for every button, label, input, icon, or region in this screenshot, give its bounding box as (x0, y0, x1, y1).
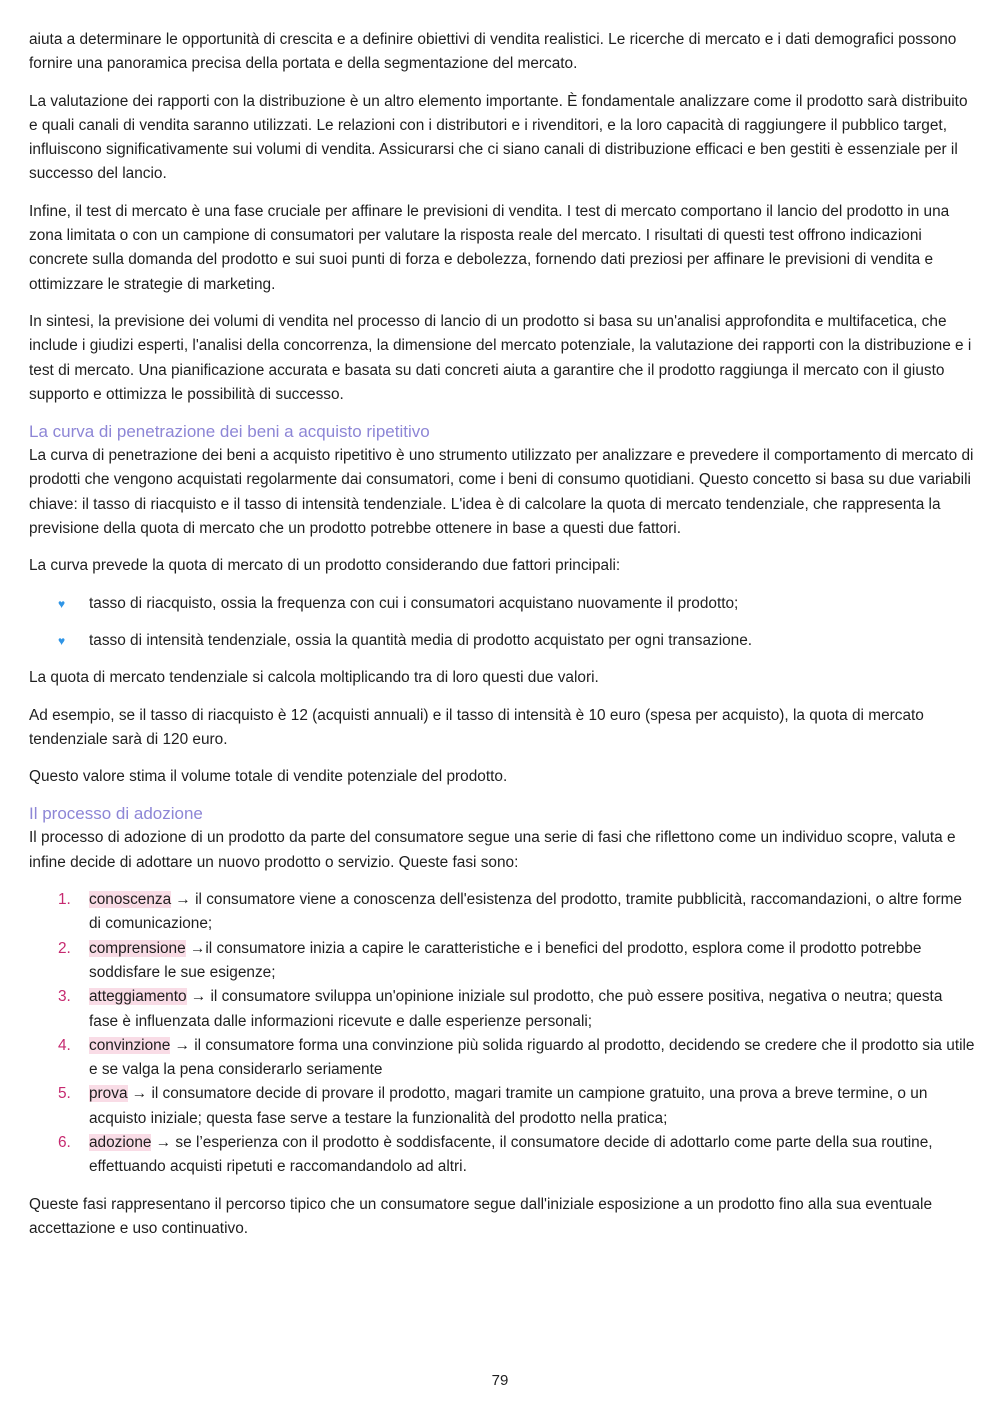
step-description: → il consumatore viene a conoscenza dell'esistenza del prodotto, tramite pubblicità, raccomandazioni, o altre forme di comunicazione; (89, 891, 962, 933)
body-paragraph: aiuta a determinare le opportunità di crescita e a definire obiettivi di vendita realistici. Le ricerche di mercato e i dati demografici possono fornire una panoramica precisa della portata e della segmentazione del mercato. (29, 31, 957, 73)
step-description: →il consumatore inizia a capire le caratteristiche e i benefici del prodotto, esplora come il prodotto potrebbe soddisfare le sue esigenze; (89, 939, 922, 981)
body-paragraph: La curva prevede la quota di mercato di un prodotto considerando due fattori principali: (29, 557, 621, 575)
step-number: 2. (58, 939, 71, 957)
list-item-text: tasso di intensità tendenziale, ossia la quantità media di prodotto acquistato per ogni transazione. (89, 631, 753, 649)
body-paragraph: La quota di mercato tendenziale si calcola moltiplicando tra di loro questi due valori. (29, 669, 599, 687)
list-item (29, 592, 975, 616)
heart-bullet-icon: ♥ (58, 633, 66, 648)
adoption-step (29, 1082, 975, 1131)
list-item (29, 629, 975, 653)
step-description: → il consumatore sviluppa un'opinione iniziale sul prodotto, che può essere positiva, negativa o neutra; questa fase è influenzata dalle informazioni ricevute e dalle esperienze personali; (89, 988, 943, 1030)
section-heading-penetration-curve: La curva di penetrazione dei beni a acquisto ripetitivo (29, 422, 430, 442)
step-term: convinzione (89, 1036, 171, 1054)
step-number: 6. (58, 1133, 71, 1151)
heart-bullet-icon: ♥ (58, 596, 66, 611)
section-intro: Il processo di adozione di un prodotto da parte del consumatore segue una serie di fasi che riflettono come un individuo scopre, valuta e infine decide di adottare un nuovo prodotto o servizio. Queste fasi sono: (29, 829, 956, 871)
closing-paragraph: Queste fasi rappresentano il percorso tipico che un consumatore segue dall'iniziale esposizione a un prodotto fino alla sua eventuale accettazione e uso continuativo. (29, 1195, 932, 1237)
step-number: 3. (58, 988, 71, 1006)
step-description: → il consumatore forma una convinzione più solida riguardo al prodotto, decidendo se credere che il prodotto sia utile e se valga la pena considerarlo seriamente (89, 1036, 975, 1079)
body-paragraph: La valutazione dei rapporti con la distribuzione è un altro elemento importante. È fondamentale analizzare come il prodotto sarà distribuito e quali canali di vendita saranno utilizzati. Le relazioni con i distributori e i rivenditori, e la loro capacità di raggiungere il pubblico target, influiscono significativamente sui volumi di vendita. Assicurarsi che ci siano canali di distribuzione efficaci e ben gestiti è essenziale per il successo del lancio. (29, 92, 968, 183)
section-intro: La curva di penetrazione dei beni a acquisto ripetitivo è uno strumento utilizzato per analizzare e prevedere il comportamento di mercato di prodotti che vengono acquistati regolarmente dai consumatori, come i beni di consumo quotidiani. Questo concetto si basa su due variabili chiave: il tasso di riacquisto e il tasso di intensità tendenziale. L'idea è di calcolare la quota di mercato tendenziale, che rappresenta la previsione della quota di mercato che un prodotto potrebbe ottenere in base a questi due fattori. (29, 447, 974, 538)
step-term: comprensione (89, 939, 186, 957)
step-number: 1. (58, 891, 71, 909)
adoption-step (29, 985, 975, 1034)
adoption-step (29, 1131, 975, 1180)
adoption-step (29, 937, 975, 986)
body-paragraph: In sintesi, la previsione dei volumi di vendita nel processo di lancio di un prodotto si basa su un'analisi approfondita e multifacetica, che include i giudizi esperti, l'analisi della concorrenza, la dimensione del mercato potenziale, la valutazione dei rapporti con la distribuzione e i test di mercato. Una pianificazione accurata e basata su dati concreti aiuta a garantire che il prodotto raggiunga il mercato con il giusto supporto e ottimizza le possibilità di successo. (29, 312, 972, 403)
step-description: → il consumatore decide di provare il prodotto, magari tramite un campione gratuito, una prova a breve termine, o un acquisto iniziale; questa fase serve a testare la funzionalità del prodotto nella pratica; (89, 1085, 928, 1127)
step-term: adozione (89, 1133, 152, 1151)
step-number: 4. (58, 1036, 71, 1054)
step-term: atteggiamento (89, 988, 187, 1006)
body-paragraph: Ad esempio, se il tasso di riacquisto è 12 (acquisti annuali) e il tasso di intensità è 10 euro (spesa per acquisto), la quota di mercato tendenziale sarà di 120 euro. (29, 706, 924, 748)
adoption-step (29, 1034, 975, 1083)
step-term: prova (89, 1085, 128, 1103)
step-term: conoscenza (89, 891, 172, 909)
adoption-steps-list (29, 888, 975, 1180)
factor-list (29, 592, 975, 654)
adoption-step (29, 888, 975, 937)
step-description: → se l’esperienza con il prodotto è soddisfacente, il consumatore decide di adottarlo come parte della sua routine, effettuando acquisti ripetuti e raccomandandolo ad altri. (89, 1133, 933, 1176)
page-content (29, 28, 975, 1254)
page-number: 79 (491, 1372, 509, 1389)
section-heading-adoption-process: Il processo di adozione (29, 804, 203, 824)
body-paragraph: Questo valore stima il volume totale di vendite potenziale del prodotto. (29, 768, 508, 786)
body-paragraph: Infine, il test di mercato è una fase cruciale per affinare le previsioni di vendita. I test di mercato comportano il lancio del prodotto in una zona limitata o con un campione di consumatori per valutare la risposta reale del mercato. I risultati di questi test offrono indicazioni concrete sulla domanda del prodotto e sui suoi punti di forza e debolezza, fornendo dati preziosi per affinare le previsioni di vendita e ottimizzare le strategie di marketing. (29, 202, 950, 293)
list-item-text: tasso di riacquisto, ossia la frequenza con cui i consumatori acquistano nuovamente il prodotto; (89, 594, 739, 612)
step-number: 5. (58, 1085, 71, 1103)
